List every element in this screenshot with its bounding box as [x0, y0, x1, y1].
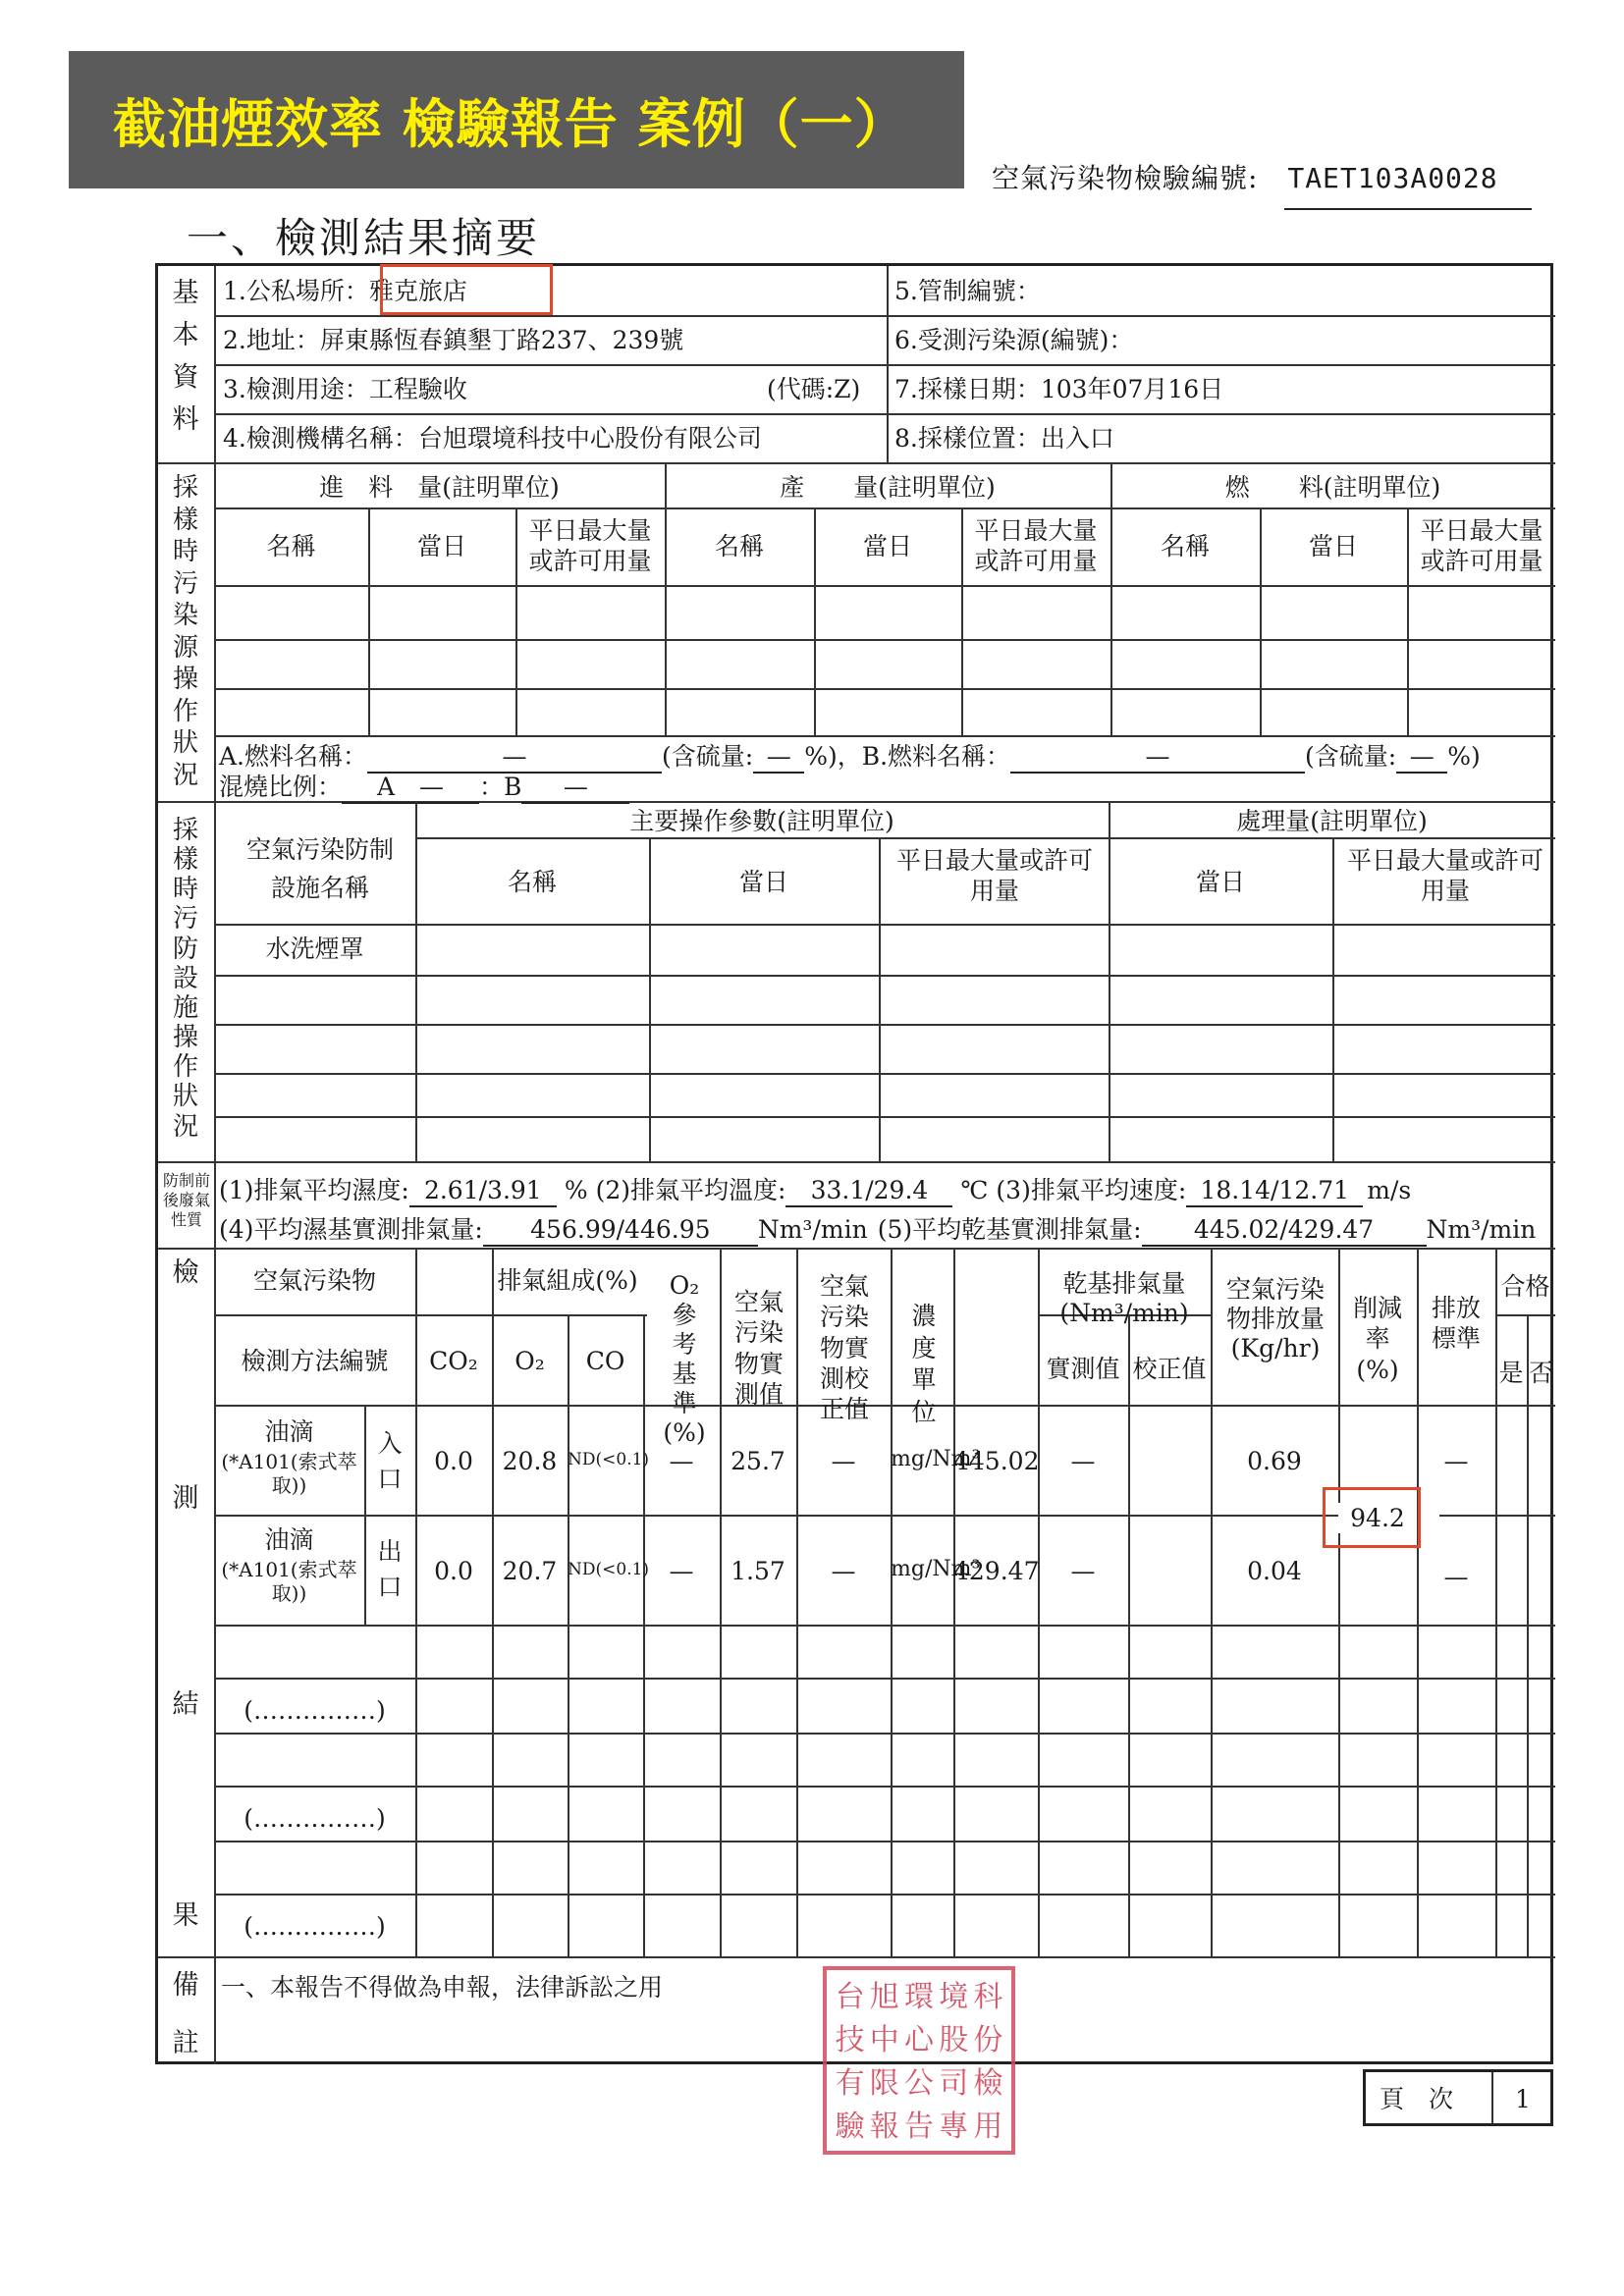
row1-co: ND(<0.1) [568, 1450, 650, 1469]
row1-o2-ref: — [669, 1447, 694, 1475]
row2-co2: 0.0 [434, 1557, 473, 1585]
facility-value: 雅克旅店 [368, 277, 467, 305]
product-header: 產 量(註明單位) [780, 473, 996, 502]
row2-o2: 20.7 [502, 1557, 558, 1585]
results-side-label-3: 結 [172, 1689, 199, 1720]
banner-title: 截油煙效率 檢驗報告 案例（一） [113, 92, 908, 155]
row1-dry-corrected: — [1070, 1447, 1096, 1475]
row2-dry-measured: 429.47 [953, 1557, 1040, 1585]
blank-method-2: (……………) [244, 1804, 386, 1833]
row2-emission: 0.04 [1247, 1557, 1302, 1585]
section-title: 一、檢測結果摘要 [187, 214, 541, 262]
header-co: CO [585, 1347, 625, 1375]
report-form [155, 263, 1553, 2064]
row2-o2-ref: — [669, 1557, 694, 1585]
operation-side-label: 採 樣 時 污 染 源 操 作 狀 況 [172, 473, 198, 790]
exhaust-side-label: 防制前後廢氣性質 [162, 1171, 210, 1229]
params-col-name: 名稱 [507, 868, 557, 896]
fuel-col-today: 當日 [1308, 532, 1358, 561]
product-col-name: 名稱 [714, 532, 764, 561]
header-dry-flow: 乾基排氣量(Nm³/min) [1059, 1269, 1189, 1327]
page-number-box [1363, 2069, 1553, 2126]
fuel-header: 燃 料(註明單位) [1224, 473, 1441, 502]
row2-unit: mg/Nm³ [891, 1557, 981, 1581]
params-header: 主要操作參數(註明單位) [629, 807, 894, 835]
control-side-label: 採 樣 時 污 防 設 施 操 作 狀 況 [172, 816, 198, 1142]
purpose-code: (代碼:Z) [767, 375, 861, 403]
row1-measured: 25.7 [731, 1447, 785, 1475]
control-name-header: 空氣污染防制設施名稱 [245, 835, 394, 902]
params-col-max: 平日最大量或許可用量 [895, 846, 1093, 906]
reduction-rate-value: 94.2 [1338, 1503, 1417, 1533]
title-banner [69, 51, 964, 188]
control-facility-name: 水洗煙罩 [265, 934, 364, 963]
header-pass-yes: 是 [1498, 1359, 1524, 1387]
row2-position: 出口 [377, 1537, 403, 1602]
results-side-label-4: 果 [172, 1900, 199, 1931]
row1-emission: 0.69 [1247, 1447, 1302, 1475]
source-field: 6.受測污染源(編號)： [894, 326, 1134, 354]
report-number [992, 157, 1498, 196]
page-label: 頁 次 [1380, 2085, 1454, 2113]
product-col-max: 平日最大量或許可用量 [974, 516, 1098, 576]
feed-col-today: 當日 [416, 532, 466, 561]
header-pass-no: 否 [1528, 1359, 1553, 1387]
report-number-value: TAET103A0028 [1287, 162, 1498, 194]
header-pollutant: 空氣污染物 [252, 1266, 376, 1295]
blank-method-1: (……………) [244, 1696, 386, 1725]
row1-pollutant: 油滴 [264, 1417, 314, 1446]
row2-co: ND(<0.1) [568, 1560, 650, 1579]
facility-highlight-box [380, 264, 553, 315]
row1-corrected: — [831, 1447, 856, 1475]
header-emission: 空氣污染物排放量(Kg/hr) [1225, 1275, 1325, 1362]
row1-unit: mg/Nm³ [891, 1447, 981, 1471]
treat-col-max: 平日最大量或許可用量 [1346, 846, 1543, 906]
row2-method: (*A101(索式萃取)) [221, 1558, 357, 1605]
purpose-field: 3.檢測用途：工程驗收 [223, 375, 467, 403]
row2-pollutant: 油滴 [264, 1525, 314, 1554]
results-side-label-2: 測 [172, 1483, 199, 1514]
row1-dry-measured: 445.02 [953, 1447, 1040, 1475]
row2-dry-corrected: — [1070, 1557, 1096, 1585]
row2-standard: — [1443, 1563, 1469, 1591]
row1-position: 入口 [377, 1429, 403, 1494]
header-reduction: 削減率(%) [1352, 1294, 1402, 1384]
params-col-today: 當日 [738, 868, 788, 896]
header-o2-ref: O₂參考基準(%) [663, 1271, 706, 1447]
header-conc-unit: 濃度單位 [911, 1302, 937, 1426]
header-co2: CO₂ [429, 1347, 478, 1375]
row1-standard: — [1443, 1447, 1469, 1475]
header-o2: O₂ [514, 1347, 545, 1375]
report-number-label: 空氣污染物檢驗編號: [992, 162, 1259, 194]
treatment-header: 處理量(註明單位) [1236, 807, 1428, 835]
header-gas-composition: 排氣組成(%) [497, 1266, 638, 1295]
company-seal-stamp: 台 旭 環 境 科 技 中 心 股 份 有 限 公 司 檢 驗 報 告 專 用 [823, 1966, 1015, 2155]
fuel-line: A.燃料名稱： — (含硫量: — %)，B.燃料名稱： — (含硫量: — %) [219, 741, 1481, 774]
header-dry-corrected: 校正值 [1132, 1355, 1207, 1383]
report-number-underline [1284, 208, 1532, 210]
fuel-col-name: 名稱 [1160, 532, 1210, 561]
control-number-field: 5.管制編號： [894, 277, 1041, 305]
basic-side-label: 基 本 資 料 [172, 278, 199, 436]
header-pass: 合格 [1500, 1272, 1550, 1301]
row1-method: (*A101(索式萃取)) [221, 1450, 357, 1497]
exhaust-line-2: (4)平均濕基實測排氣量: 456.99/446.95 Nm³/min (5)平均乾基實測排氣量: 445.02/429.47 Nm³/min [219, 1214, 1536, 1247]
fuel-col-max: 平日最大量或許可用量 [1420, 516, 1543, 576]
row2-corrected: — [831, 1557, 856, 1585]
treat-col-today: 當日 [1195, 868, 1245, 896]
row2-measured: 1.57 [731, 1557, 785, 1585]
product-col-today: 當日 [862, 532, 912, 561]
header-method: 檢測方法編號 [241, 1347, 389, 1375]
feed-col-name: 名稱 [266, 532, 316, 561]
header-standard: 排放標準 [1431, 1294, 1481, 1354]
exhaust-line-1: (1)排氣平均濕度: 2.61/3.91 % (2)排氣平均溫度: 33.1/29.4 ℃ (3)排氣平均速度: 18.14/12.71 m/s [219, 1175, 1411, 1207]
remarks-side-label: 備 註 [172, 1970, 199, 2059]
row1-co2: 0.0 [434, 1447, 473, 1475]
blank-method-3: (……………) [244, 1912, 386, 1941]
agency-field: 4.檢測機構名稱：台旭環境科技中心股份有限公司 [223, 424, 762, 453]
mix-ratio-line: 混燒比例： A — ：B — [219, 772, 629, 804]
row1-o2: 20.8 [502, 1447, 558, 1475]
facility-field: 1.公私場所：雅克旅店 [223, 277, 467, 305]
feed-col-max: 平日最大量或許可用量 [528, 516, 652, 576]
header-corrected: 空氣污染物實測校正值 [819, 1272, 869, 1423]
remarks-text: 一、本報告不得做為申報，法律訴訟之用 [221, 1973, 664, 2002]
header-dry-measured: 實測值 [1046, 1355, 1120, 1383]
header-measured: 空氣污染物實測值 [733, 1288, 784, 1409]
address-field: 2.地址：屏東縣恆春鎮墾丁路237、239號 [223, 326, 684, 354]
page-value: 1 [1515, 2085, 1531, 2113]
reduction-rate-highlight-box [1323, 1487, 1421, 1548]
sample-date-field: 7.採樣日期：103年07月16日 [894, 375, 1224, 403]
results-side-label-1: 檢 [172, 1257, 199, 1288]
feed-header: 進 料 量(註明單位) [319, 473, 560, 502]
sample-location-field: 8.採樣位置：出入口 [894, 424, 1114, 453]
